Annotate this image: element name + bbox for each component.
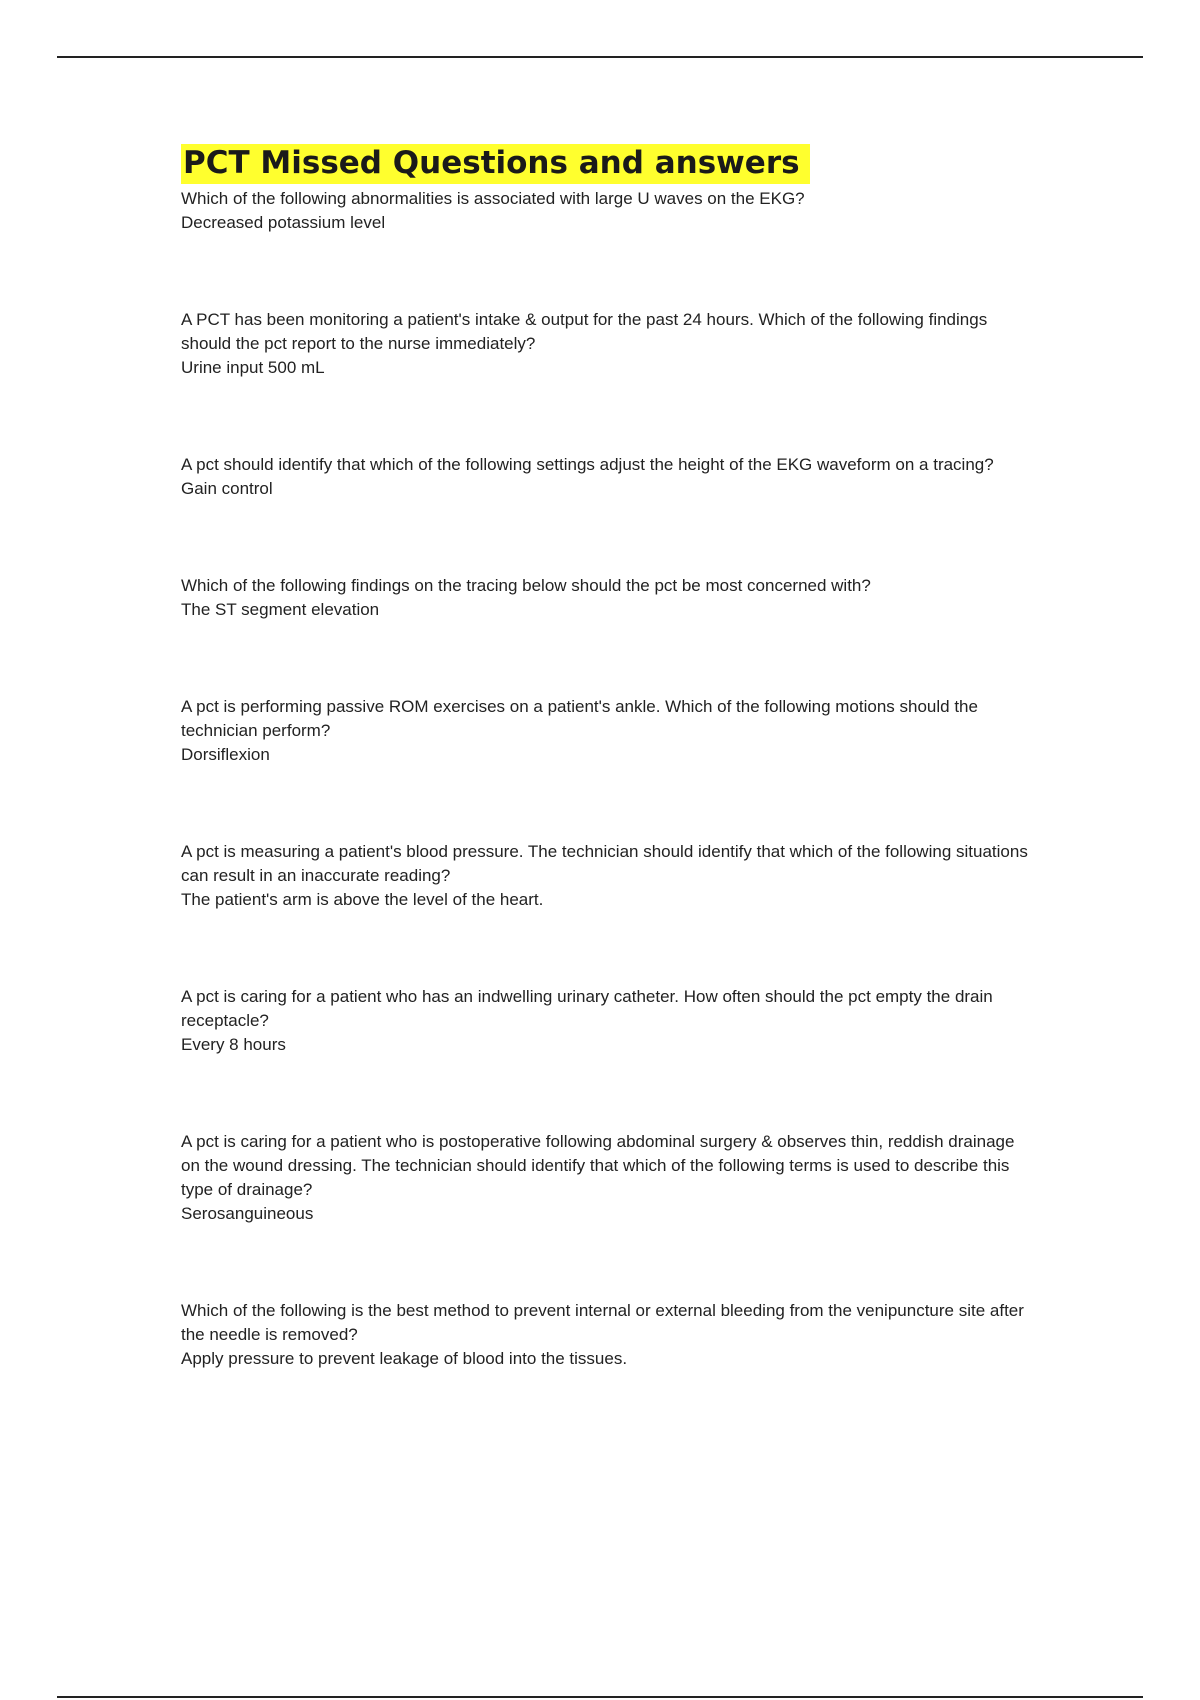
qa-item: [181, 308, 1031, 380]
bottom-rule: [57, 1696, 1143, 1698]
qa-item: [181, 187, 1031, 235]
qa-item: [181, 453, 1031, 501]
question-text: Which of the following abnormalities is associated with large U waves on the EKG?: [181, 189, 805, 208]
qa-item: [181, 1130, 1031, 1226]
answer-text: The patient's arm is above the level of the heart.: [181, 890, 544, 909]
question-text: A pct is caring for a patient who is postoperative following abdominal surgery & observes thin, reddish drainage on the wound dressing. The technician should identify that which of the following terms is used to describe this type of drainage?: [181, 1132, 1015, 1199]
answer-text: Urine input 500 mL: [181, 358, 325, 377]
answer-text: Serosanguineous: [181, 1204, 314, 1223]
answer-text: Decreased potassium level: [181, 213, 386, 232]
qa-item: [181, 695, 1031, 767]
question-text: A pct is measuring a patient's blood pressure. The technician should identify that which of the following situations can result in an inaccurate reading?: [181, 842, 1028, 885]
question-text: A PCT has been monitoring a patient's intake & output for the past 24 hours. Which of the following findings should the pct report to the nurse immediately?: [181, 310, 988, 353]
answer-text: Dorsiflexion: [181, 745, 270, 764]
question-text: A pct should identify that which of the following settings adjust the height of the EKG waveform on a tracing?: [181, 455, 994, 474]
answer-text: Apply pressure to prevent leakage of blood into the tissues.: [181, 1349, 628, 1368]
top-rule: [57, 56, 1143, 58]
question-text: A pct is caring for a patient who has an indwelling urinary catheter. How often should the pct empty the drain receptacle?: [181, 987, 993, 1030]
qa-item: [181, 985, 1031, 1057]
qa-item: [181, 574, 1031, 622]
answer-text: Every 8 hours: [181, 1035, 286, 1054]
question-text: Which of the following findings on the tracing below should the pct be most concerned with?: [181, 576, 871, 595]
document-title: PCT Missed Questions and answers: [181, 144, 810, 184]
qa-item: [181, 1299, 1031, 1371]
document-body: [181, 144, 1031, 1371]
qa-item: [181, 840, 1031, 912]
answer-text: The ST segment elevation: [181, 600, 380, 619]
question-text: Which of the following is the best method to prevent internal or external bleeding from the venipuncture site after the needle is removed?: [181, 1301, 1024, 1344]
question-text: A pct is performing passive ROM exercises on a patient's ankle. Which of the following motions should the technician perform?: [181, 697, 978, 740]
answer-text: Gain control: [181, 479, 273, 498]
